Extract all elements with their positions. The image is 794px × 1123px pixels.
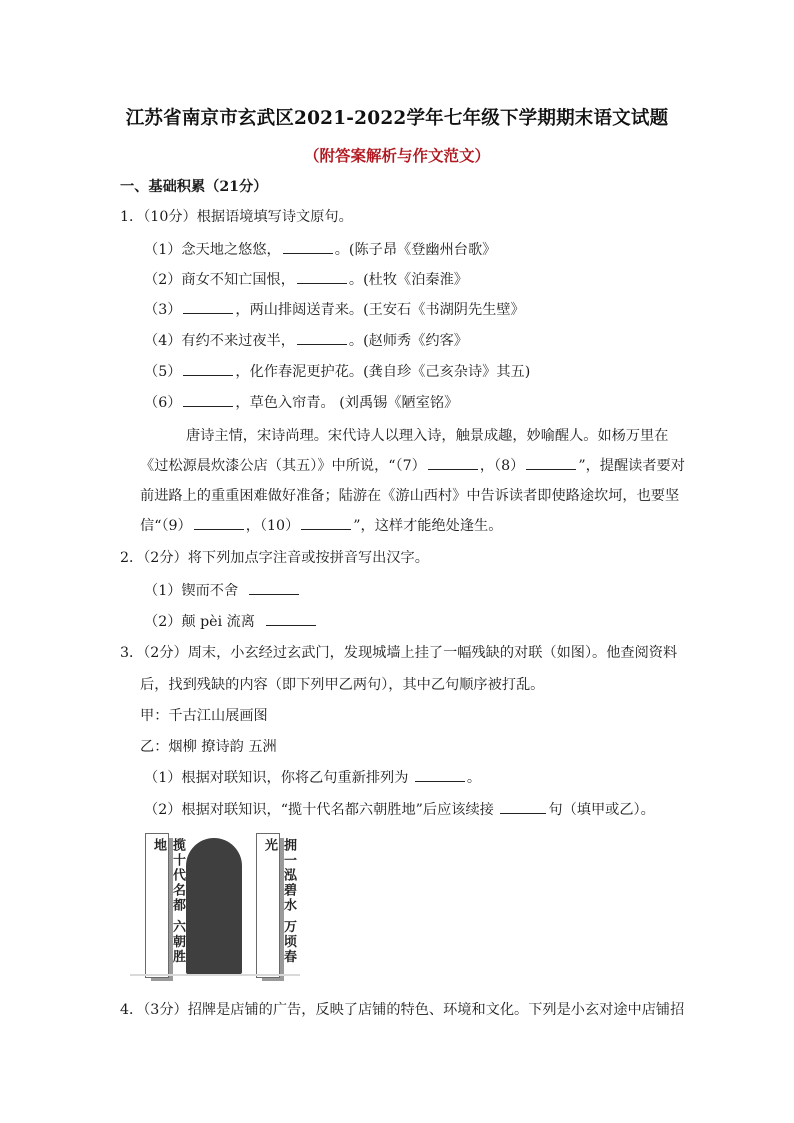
answer-blank[interactable]	[283, 239, 333, 254]
document-subtitle: （附答案解析与作文范文）	[303, 146, 490, 165]
couplet-left-scroll	[145, 833, 185, 978]
answer-blank[interactable]	[428, 455, 478, 470]
couplet-left-text: 揽十代名都 六朝胜地	[151, 838, 185, 965]
answer-blank[interactable]	[266, 611, 316, 626]
couplet-right-text: 拥一泓碧水 万顷春光	[262, 838, 296, 965]
q1-item-2: （2）商女不知亡国恨， 。(杜牧《泊秦淮》	[144, 269, 468, 290]
q3-sentence-jia: 甲：千古江山展画图	[140, 708, 268, 724]
q3-stem-line-1: 3．（2分）周末，小玄经过玄武门，发现城墙上挂了一幅残缺的对联（如图）。他查阅资料	[120, 645, 678, 661]
answer-blank[interactable]	[415, 767, 465, 782]
couplet-right-scroll	[256, 833, 296, 978]
answer-blank[interactable]	[183, 299, 233, 314]
answer-blank[interactable]	[297, 330, 347, 345]
answer-blank[interactable]	[183, 361, 233, 376]
q1-item-5: （5） ，化作春泥更护花。(龚自珍《己亥杂诗》其五)	[144, 361, 530, 382]
answer-blank[interactable]	[249, 580, 299, 595]
answer-blank[interactable]	[500, 799, 546, 814]
q1-context-paragraph: 唐诗主情，宋诗尚理。宋代诗人以理入诗，触景成趣，妙喻醒人。如杨万里在 《过松源晨炊漆公店（其五）》中所说，“（7） ，（8） ”，提醒读者要对 前进路上的重重困难做好准备；陆游在《游山西村》中告诉读者即使路途坎坷，也要坚 信“（9） ，（10） ”，这样才能绝处逢生。	[140, 428, 685, 534]
answer-blank[interactable]	[183, 392, 233, 407]
q1-item-4: （4）有约不来过夜半， 。(赵师秀《约客》	[144, 330, 468, 351]
q2-item-1: （1）锲而不舍	[144, 580, 301, 601]
q1-item-1: （1）念天地之悠悠， 。(陈子昂《登幽州台歌》	[144, 239, 496, 260]
q3-sentence-yi: 乙：烟柳 撩诗韵 五洲	[140, 739, 277, 755]
section-heading: 一、基础积累（21分）	[120, 179, 268, 195]
q3-sub-2: （2）根据对联知识，“揽十代名都六朝胜地”后应该续接 句（填甲或乙）。	[144, 799, 655, 820]
q1-item-3: （3） ，两山排闼送青来。(王安石《书湖阴先生壁》	[144, 299, 525, 320]
q2-stem: 2．（2分）将下列加点字注音或按拼音写出汉字。	[120, 550, 429, 566]
q3-sub-1: （1）根据对联知识，你将乙句重新排列为 。	[144, 767, 481, 788]
q1-item-6: （6） ，草色入帘青。 (刘禹锡《陋室铭》	[144, 392, 458, 413]
answer-blank[interactable]	[194, 515, 244, 530]
answer-blank[interactable]	[301, 515, 351, 530]
stele-image	[186, 838, 242, 974]
answer-blank[interactable]	[526, 455, 576, 470]
document-title: 江苏省南京市玄武区2021-2022学年七年级下学期期末语文试题	[125, 108, 669, 129]
q2-item-2: （2）颠 pèi 流离	[144, 611, 318, 632]
q3-stem-line-2: 后，找到残缺的内容（即下列甲乙两句），其中乙句顺序被打乱。	[140, 677, 545, 693]
answer-blank[interactable]	[297, 269, 347, 284]
q4-stem: 4．（3分）招牌是店铺的广告，反映了店铺的特色、环境和文化。下列是小玄对途中店铺招	[120, 1002, 685, 1018]
q1-stem: 1．（10分）根据语境填写诗文原句。	[120, 209, 353, 225]
